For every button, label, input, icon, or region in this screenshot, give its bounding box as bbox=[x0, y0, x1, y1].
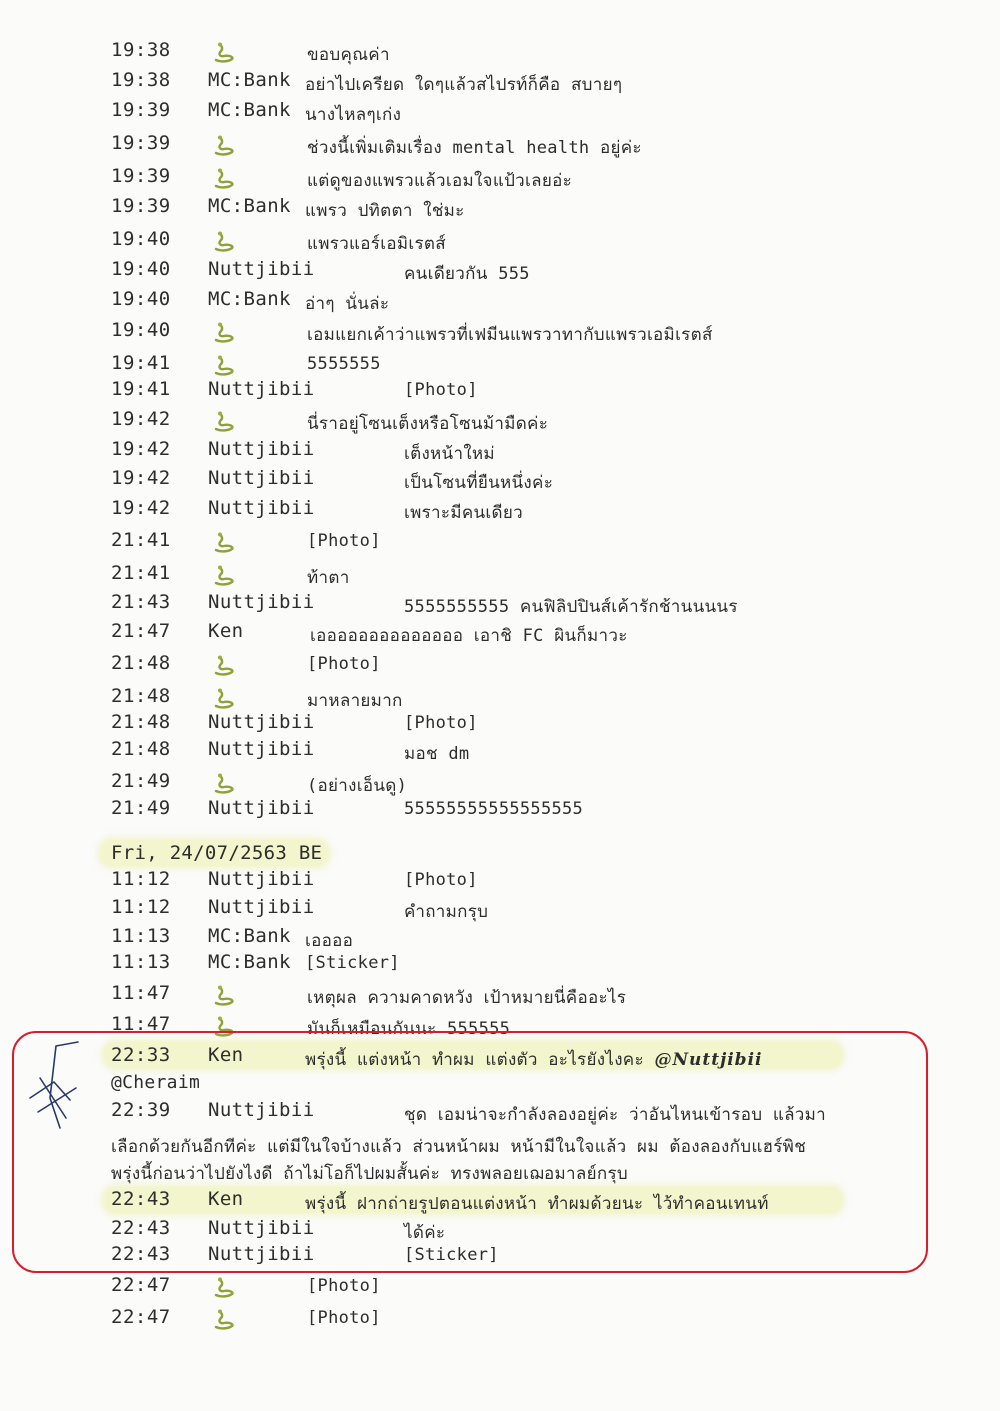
message-time: 21:48 bbox=[111, 652, 171, 674]
message-row bbox=[0, 560, 1000, 588]
message-time: 11:12 bbox=[111, 868, 171, 890]
message-row bbox=[0, 495, 1000, 523]
message-sender: MC:Bank bbox=[208, 69, 291, 91]
message-sender: Nuttjibii bbox=[208, 378, 315, 400]
snake-icon bbox=[212, 166, 236, 190]
message-text: แต่ดูของแพรวแล้วเอมใจแป้วเลยอ่ะ bbox=[307, 171, 573, 191]
message-text: พรุ่งนี้ ฝากถ่ายรูปตอนแต่งหน้า ทำผมด้วยนะ ไว้ทำคอนเทนท์ bbox=[305, 1194, 769, 1214]
message-time: 11:12 bbox=[111, 896, 171, 918]
message-row bbox=[0, 1042, 1000, 1070]
message-text: มาหลายมาก bbox=[307, 691, 403, 711]
snake-icon bbox=[212, 40, 236, 64]
message-text: [Photo] bbox=[307, 531, 381, 551]
message-text: นี่ราอยู่โซนเต็งหรือโซนม้ามืดค่ะ bbox=[307, 414, 549, 434]
snake-icon bbox=[212, 983, 236, 1007]
message-text: เป็นโซนที่ยืนหนึ่งค่ะ bbox=[404, 473, 554, 493]
message-row bbox=[0, 1215, 1000, 1243]
snake-icon bbox=[212, 409, 236, 433]
message-text: 5555555 bbox=[307, 354, 381, 374]
message-sender: MC:Bank bbox=[208, 951, 291, 973]
message-row bbox=[0, 527, 1000, 555]
message-row bbox=[0, 980, 1000, 1008]
message-time: 19:39 bbox=[111, 165, 171, 187]
message-row bbox=[0, 894, 1000, 922]
message-row bbox=[0, 226, 1000, 254]
message-text bbox=[305, 1046, 762, 1073]
message-text: 5555555555 คนฟิลิปปินส์เค้ารักช้านนนนร bbox=[404, 597, 738, 617]
message-time: 21:48 bbox=[111, 685, 171, 707]
message-sender: Nuttjibii bbox=[208, 591, 315, 613]
message-time: 19:38 bbox=[111, 69, 171, 91]
message-row bbox=[0, 317, 1000, 345]
message-time: 19:40 bbox=[111, 288, 171, 310]
message-row bbox=[0, 683, 1000, 711]
message-sender: Nuttjibii bbox=[208, 896, 315, 918]
message-text: ชุด เอมน่าจะกำลังลองอยู่ค่ะ ว่าอันไหนเข้ารอบ แล้วมา bbox=[404, 1105, 827, 1125]
message-sender: Nuttjibii bbox=[208, 738, 315, 760]
message-time: 22:33 bbox=[111, 1044, 171, 1066]
mention-link[interactable]: @Nuttjibii bbox=[654, 1050, 763, 1070]
message-time: 21:47 bbox=[111, 620, 171, 642]
message-sender: Nuttjibii bbox=[208, 1099, 315, 1121]
message-sender: Nuttjibii bbox=[208, 797, 315, 819]
message-sender: MC:Bank bbox=[208, 195, 291, 217]
message-text: [Photo] bbox=[307, 1308, 381, 1328]
message-time: 21:41 bbox=[111, 562, 171, 584]
snake-icon bbox=[212, 1307, 236, 1331]
message-time: 21:43 bbox=[111, 591, 171, 613]
message-row bbox=[0, 97, 1000, 125]
message-text: คำถามกรุบ bbox=[404, 902, 489, 922]
message-text: เออออออออออออออ เอาชิ FC ผินก็มาวะ bbox=[310, 626, 628, 646]
message-row bbox=[0, 286, 1000, 314]
message-text: [Photo] bbox=[307, 654, 381, 674]
message-row bbox=[0, 67, 1000, 95]
message-sender: Nuttjibii bbox=[208, 868, 315, 890]
message-text: นางไหลๆเก่ง bbox=[305, 105, 402, 125]
message-text: เออออ bbox=[305, 931, 354, 951]
message-row bbox=[0, 436, 1000, 464]
message-body: พรุ่งนี้ แต่งหน้า ทำผม แต่งตัว อะไรยังไงคะ bbox=[305, 1050, 644, 1070]
message-sender: MC:Bank bbox=[208, 925, 291, 947]
message-row bbox=[0, 193, 1000, 221]
message-time: 21:49 bbox=[111, 770, 171, 792]
message-sender: Nuttjibii bbox=[208, 1217, 315, 1239]
message-text: (อย่างเอ็นดู) bbox=[307, 776, 408, 796]
message-time: 19:40 bbox=[111, 228, 171, 250]
message-text: แพรว ปทิตตา ใช่มะ bbox=[305, 201, 465, 221]
message-time: 21:48 bbox=[111, 711, 171, 733]
message-time: 19:39 bbox=[111, 195, 171, 217]
message-text: [Photo] bbox=[307, 1276, 381, 1296]
message-sender: Ken bbox=[208, 1044, 244, 1066]
message-time: 22:43 bbox=[111, 1217, 171, 1239]
message-time: 19:39 bbox=[111, 99, 171, 121]
message-row bbox=[0, 709, 1000, 737]
message-row bbox=[0, 406, 1000, 434]
message-sender: Nuttjibii bbox=[208, 497, 315, 519]
message-time: 11:13 bbox=[111, 951, 171, 973]
message-row bbox=[0, 923, 1000, 951]
message-time: 21:41 bbox=[111, 529, 171, 551]
message-sender: Nuttjibii bbox=[208, 711, 315, 733]
message-row bbox=[0, 163, 1000, 191]
message-row bbox=[0, 1241, 1000, 1269]
message-time: 19:40 bbox=[111, 319, 171, 341]
message-time: 19:42 bbox=[111, 438, 171, 460]
message-time: 19:41 bbox=[111, 352, 171, 374]
message-text: มอช dm bbox=[404, 744, 470, 764]
message-text: ช่วงนี้เพิ่มเติมเรื่อง mental health อยู่ค่ะ bbox=[307, 138, 642, 158]
message-time: 11:47 bbox=[111, 982, 171, 1004]
message-row bbox=[0, 949, 1000, 977]
message-sender: MC:Bank bbox=[208, 288, 291, 310]
message-time: 19:42 bbox=[111, 497, 171, 519]
message-row bbox=[0, 1097, 1000, 1125]
message-time: 19:42 bbox=[111, 467, 171, 489]
message-row bbox=[0, 866, 1000, 894]
message-row bbox=[0, 768, 1000, 796]
message-text: เหตุผล ความคาดหวัง เป้าหมายนี่คืออะไร bbox=[307, 988, 627, 1008]
snake-icon bbox=[212, 353, 236, 377]
message-row bbox=[0, 618, 1000, 646]
date-header: Fri, 24/07/2563 BE bbox=[111, 842, 323, 864]
message-text: อย่าไปเครียด ใดๆแล้วสไปรท์ก็คือ สบายๆ bbox=[305, 75, 623, 95]
message-continuation: พรุ่งนี้ก่อนว่าไปยังไงดี ถ้าไม่โอก็ไปผมสั้นค่ะ ทรงพลอยเฌอมาลย์กรุบ bbox=[111, 1164, 628, 1184]
message-time: 21:49 bbox=[111, 797, 171, 819]
message-text: เต็งหน้าใหม่ bbox=[404, 444, 495, 464]
message-row bbox=[0, 130, 1000, 158]
message-continuation: เลือกด้วยกันอีกทีค่ะ แต่มีในใจบ้างแล้ว ส่วนหน้าผม หน้ามีในใจแล้ว ผม ต้องลองกับแฮร์พิช bbox=[111, 1137, 807, 1157]
message-sender: MC:Bank bbox=[208, 99, 291, 121]
message-row bbox=[0, 736, 1000, 764]
message-time: 22:43 bbox=[111, 1243, 171, 1265]
snake-icon bbox=[212, 563, 236, 587]
message-time: 22:39 bbox=[111, 1099, 171, 1121]
message-text: [Photo] bbox=[404, 870, 478, 890]
snake-icon bbox=[212, 133, 236, 157]
message-row bbox=[0, 589, 1000, 617]
message-sender: Nuttjibii bbox=[208, 258, 315, 280]
message-sender: Ken bbox=[208, 620, 244, 642]
message-row bbox=[0, 376, 1000, 404]
message-row bbox=[0, 1272, 1000, 1300]
message-text: ขอบคุณค่า bbox=[307, 45, 390, 65]
message-row bbox=[0, 1186, 1000, 1214]
message-time: 11:13 bbox=[111, 925, 171, 947]
message-text: เอมแยกเค้าว่าแพรวที่เฟมีนแพรวาทากับแพรวเอมิเรตส์ bbox=[307, 325, 713, 345]
message-time: 19:40 bbox=[111, 258, 171, 280]
message-time: 22:47 bbox=[111, 1274, 171, 1296]
message-text: คนเดียวกัน 555 bbox=[404, 264, 530, 284]
message-row bbox=[0, 37, 1000, 65]
message-row bbox=[0, 256, 1000, 284]
message-text: [Photo] bbox=[404, 380, 478, 400]
message-text: [Photo] bbox=[404, 713, 478, 733]
snake-icon bbox=[212, 1275, 236, 1299]
message-sender: Nuttjibii bbox=[208, 1243, 315, 1265]
message-row bbox=[0, 795, 1000, 823]
mention-continuation[interactable]: @Cheraim bbox=[111, 1072, 201, 1093]
snake-icon bbox=[212, 686, 236, 710]
message-text: ได้ค่ะ bbox=[404, 1223, 446, 1243]
message-time: 19:39 bbox=[111, 132, 171, 154]
message-time: 19:38 bbox=[111, 39, 171, 61]
message-sender: Nuttjibii bbox=[208, 467, 315, 489]
snake-icon bbox=[212, 530, 236, 554]
message-time: 11:47 bbox=[111, 1013, 171, 1035]
message-row bbox=[0, 650, 1000, 678]
message-row bbox=[0, 1304, 1000, 1332]
snake-icon bbox=[212, 320, 236, 344]
message-text: แพรวแอร์เอมิเรตส์ bbox=[307, 234, 446, 254]
message-time: 22:43 bbox=[111, 1188, 171, 1210]
message-time: 19:41 bbox=[111, 378, 171, 400]
message-text: 55555555555555555 bbox=[404, 799, 584, 819]
message-time: 19:42 bbox=[111, 408, 171, 430]
message-text: [Sticker] bbox=[305, 953, 400, 973]
message-sender: Nuttjibii bbox=[208, 438, 315, 460]
message-text: เพราะมีคนเดียว bbox=[404, 503, 523, 523]
snake-icon bbox=[212, 653, 236, 677]
message-row bbox=[0, 350, 1000, 378]
message-row bbox=[0, 465, 1000, 493]
message-time: 21:48 bbox=[111, 738, 171, 760]
message-sender: Ken bbox=[208, 1188, 244, 1210]
message-text: มันก็เหมือนกันนะ 555555 bbox=[307, 1019, 511, 1039]
message-text: อ่าๆ นั่นล่ะ bbox=[305, 294, 390, 314]
message-time: 22:47 bbox=[111, 1306, 171, 1328]
snake-icon bbox=[212, 771, 236, 795]
message-text: [Sticker] bbox=[404, 1245, 499, 1265]
snake-icon bbox=[212, 229, 236, 253]
message-text: ท้าตา bbox=[307, 568, 350, 588]
